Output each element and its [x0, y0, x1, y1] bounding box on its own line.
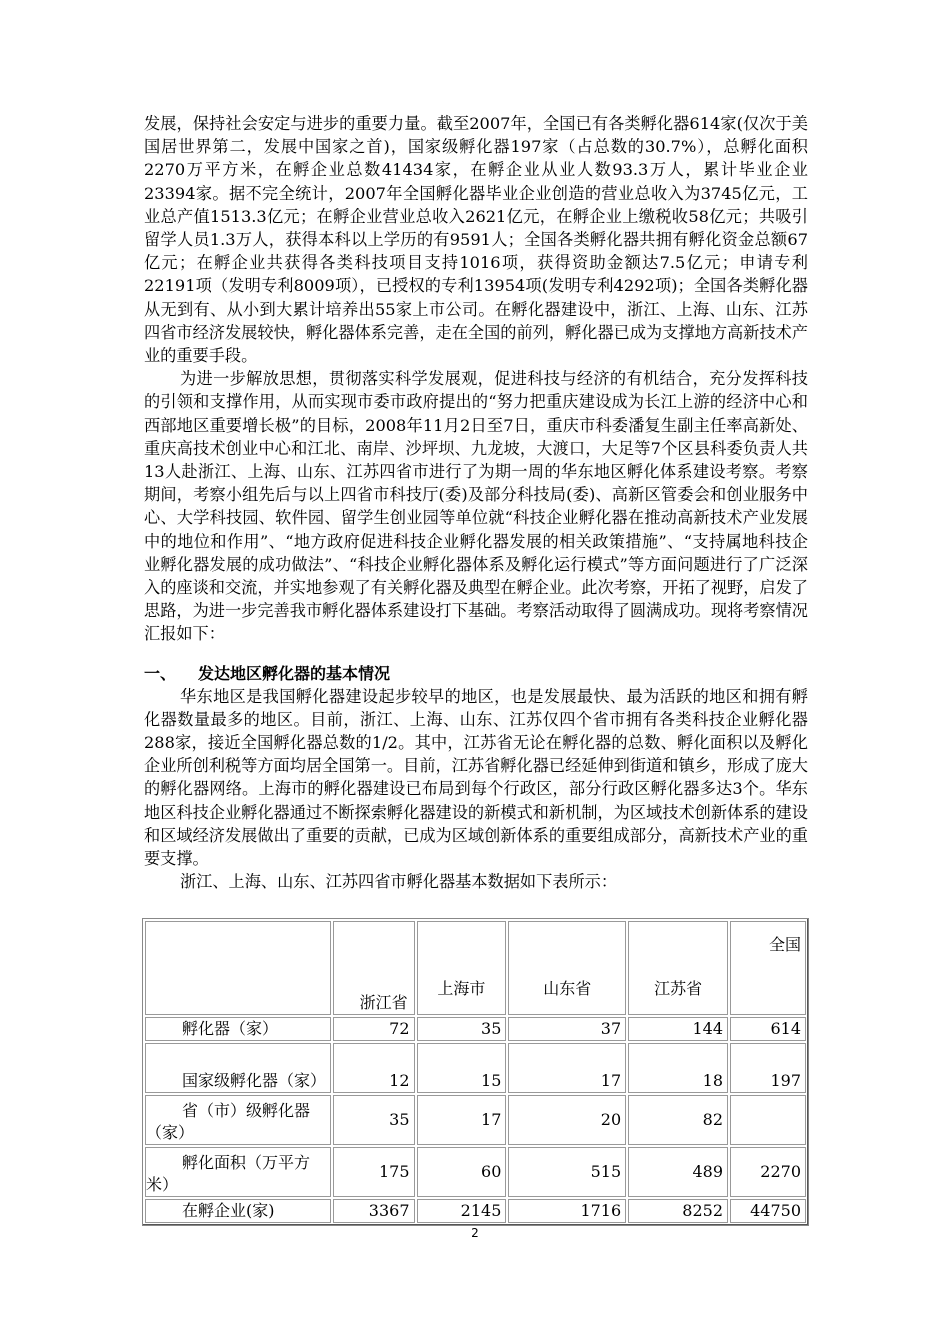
header-jiangsu: 江苏省: [628, 921, 728, 1015]
table-cell: 35: [333, 1095, 415, 1145]
header-shandong: 山东省: [508, 921, 626, 1015]
row-label: 在孵企业(家): [145, 1199, 331, 1223]
table-cell: 489: [628, 1147, 728, 1197]
section-number: 一、: [144, 663, 177, 683]
table-cell: 17: [508, 1043, 626, 1093]
section-title: 发达地区孵化器的基本情况: [198, 663, 391, 683]
table-cell: 197: [730, 1043, 806, 1093]
row-label: 省（市）级孵化器（家）: [145, 1095, 331, 1145]
row-label: 孵化面积（万平方米）: [145, 1147, 331, 1197]
table-cell: 515: [508, 1147, 626, 1197]
header-cell-empty: [145, 921, 331, 1015]
page-number: 2: [471, 1226, 479, 1240]
header-shanghai: 上海市: [417, 921, 507, 1015]
table-row: [145, 1095, 806, 1145]
section-heading: [144, 662, 808, 685]
table-cell: 3367: [333, 1199, 415, 1223]
table-cell: [730, 1095, 806, 1145]
row-label: 孵化器（家）: [145, 1017, 331, 1041]
table-cell: 60: [417, 1147, 507, 1197]
table-cell: 12: [333, 1043, 415, 1093]
header-national: 全国: [730, 921, 806, 1015]
table-cell: 8252: [628, 1199, 728, 1223]
paragraph-table-intro: 浙江、上海、山东、江苏四省市孵化器基本数据如下表所示：: [180, 872, 618, 892]
table-cell: 82: [628, 1095, 728, 1145]
table-row: [145, 1043, 806, 1093]
header-zhejiang: 浙江省: [333, 921, 415, 1015]
incubator-data-table: [142, 918, 809, 1226]
document-body: [144, 112, 808, 894]
table-cell: 18: [628, 1043, 728, 1093]
table-cell: 72: [333, 1017, 415, 1041]
table-cell: 17: [417, 1095, 507, 1145]
paragraph-incubator-stats: 发展，保持社会安定与进步的重要力量。截至2007年，全国已有各类孵化器614家(仅次于美国居世界第二，发展中国家之首)，国家级孵化器197家（占总数的30.7%），总孵化面积2270万平方米，在孵企业总数41434家，在孵企业从业人数93.3万人，累计毕业企业23394家。据不完全统计，2007年全国孵化器毕业企业创造的营业总收入为3745亿元，工业总产值1513.3亿元；在孵企业营业总收入2621亿元，在孵企业上缴税收58亿元；共吸引留学人员1.3万人，获得本科以上学历的有9591人；全国各类孵化器共拥有孵化资金总额67亿元；在孵企业共获得各类科技项目支持1016项，获得资助金额达7.5亿元；申请专利22191项（发明专利8009项），已授权的专利13954项(发明专利4292项)；全国各类孵化器从无到有、从小到大累计培养出55家上市公司。在孵化器建设中，浙江、上海、山东、江苏四省市经济发展较快，孵化器体系完善，走在全国的前列，孵化器已成为支撑地方高新技术产业的重要手段。: [144, 114, 808, 366]
table-cell: 1716: [508, 1199, 626, 1223]
table-row: [145, 1147, 806, 1197]
table-header-row: [145, 921, 806, 1015]
table-cell: 15: [417, 1043, 507, 1093]
table-cell: 37: [508, 1017, 626, 1041]
table-row: [145, 1199, 806, 1223]
paragraph-east-china: 华东地区是我国孵化器建设起步较早的地区，也是发展最快、最为活跃的地区和拥有孵化器数量最多的地区。目前，浙江、上海、山东、江苏仅四个省市拥有各类科技企业孵化器288家，接近全国孵化器总数的1/2。其中，江苏省无论在孵化器的总数、孵化面积以及孵化企业所创利税等方面均居全国第一。目前，江苏省孵化器已经延伸到街道和镇乡，形成了庞大的孵化器网络。上海市的孵化器建设已布局到每个行政区，部分行政区孵化器多达3个。华东地区科技企业孵化器通过不断探索孵化器建设的新模式和新机制，为区域技术创新体系的建设和区域经济发展做出了重要的贡献，已成为区域创新体系的重要组成部分，高新技术产业的重要支撑。: [144, 686, 808, 869]
table-cell: 20: [508, 1095, 626, 1145]
table-row: [145, 1017, 806, 1041]
row-label: 国家级孵化器（家）: [145, 1043, 331, 1093]
table-cell: 35: [417, 1017, 507, 1041]
table-cell: 144: [628, 1017, 728, 1041]
paragraph-inspection-trip: 为进一步解放思想，贯彻落实科学发展观，促进科技与经济的有机结合，充分发挥科技的引领和支撑作用，从而实现市委市政府提出的“努力把重庆建设成为长江上游的经济中心和西部地区重要增长极”的目标，2008年11月2日至7日，重庆市科委潘复生副主任率高新处、重庆高技术创业中心和江北、南岸、沙坪坝、九龙坡，大渡口，大足等7个区县科委负责人共13人赴浙江、上海、山东、江苏四省市进行了为期一周的华东地区孵化体系建设考察。考察期间，考察小组先后与以上四省市科技厅(委)及部分科技局(委)、高新区管委会和创业服务中心、大学科技园、软件园、留学生创业园等单位就“科技企业孵化器在推动高新技术产业发展中的地位和作用”、“地方政府促进科技企业孵化器发展的相关政策措施”、“支持属地科技企业孵化器发展的成功做法”、“科技企业孵化器体系及孵化运行模式”等方面问题进行了广泛深入的座谈和交流，并实地参观了有关孵化器及典型在孵企业。此次考察，开拓了视野，启发了思路，为进一步完善我市孵化器体系建设打下基础。考察活动取得了圆满成功。现将考察情况汇报如下：: [144, 369, 808, 644]
table-cell: 175: [333, 1147, 415, 1197]
table-cell: 2270: [730, 1147, 806, 1197]
table-cell: 44750: [730, 1199, 806, 1223]
table-cell: 614: [730, 1017, 806, 1041]
table-cell: 2145: [417, 1199, 507, 1223]
